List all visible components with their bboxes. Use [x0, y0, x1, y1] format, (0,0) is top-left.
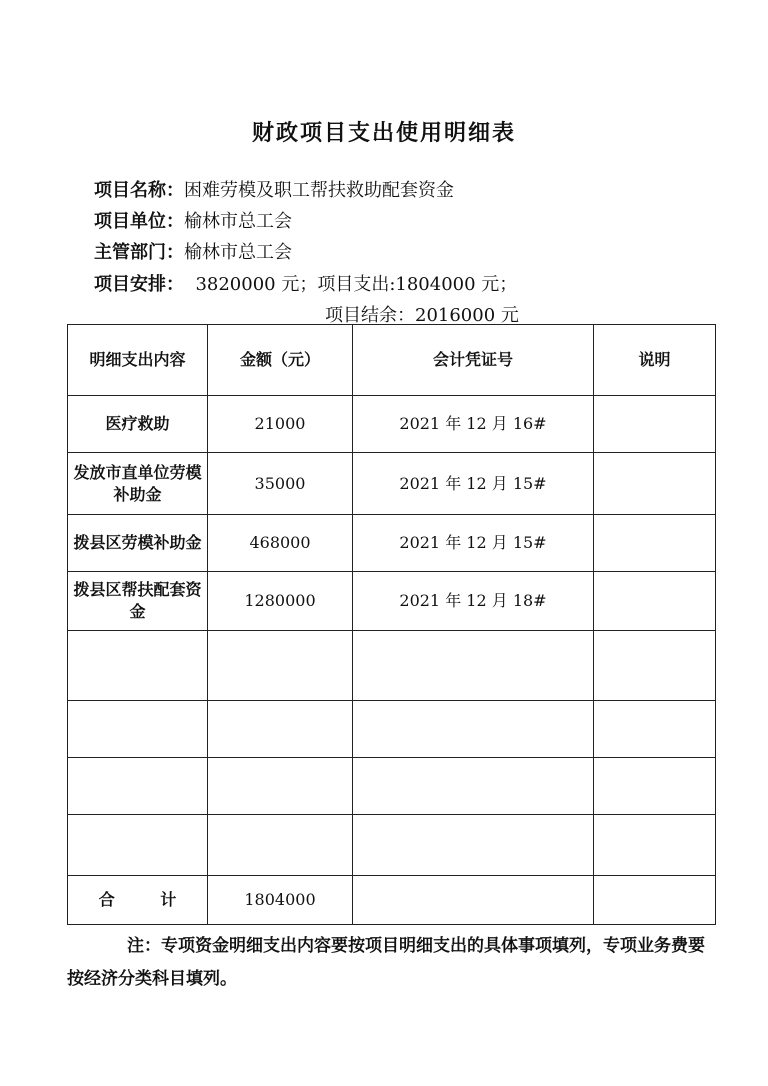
project-name-line [94, 176, 454, 202]
row-remark [594, 396, 716, 453]
total-label: 合 计 [68, 876, 208, 925]
header-remark: 说明 [594, 325, 716, 396]
table-header-row [68, 325, 716, 396]
managing-dept-value: 榆林市总工会 [184, 242, 292, 263]
total-row [68, 876, 716, 925]
empty-row [68, 701, 716, 758]
empty-cell [68, 631, 208, 701]
row-voucher: 2021 年 12 月 15# [353, 515, 594, 572]
project-name-value: 困难劳模及职工帮扶救助配套资金 [184, 180, 454, 201]
project-unit-value: 榆林市总工会 [184, 211, 292, 232]
footnote: 注：专项资金明细支出内容要按项目明细支出的具体事项填列，专项业务费要按经济分类科目填列。 [67, 936, 705, 989]
row-item: 拨县区劳模补助金 [68, 515, 208, 572]
empty-cell [594, 631, 716, 701]
row-remark [594, 453, 716, 515]
row-voucher: 2021 年 12 月 15# [353, 453, 594, 515]
project-balance: 项目结余：2016000 元 [325, 305, 519, 326]
row-item: 发放市直单位劳模补助金 [68, 453, 208, 515]
row-remark [594, 515, 716, 572]
page-title: 财政项目支出使用明细表 [251, 120, 516, 146]
row-amount: 35000 [208, 453, 353, 515]
row-voucher: 2021 年 12 月 18# [353, 572, 594, 631]
empty-cell [208, 631, 353, 701]
empty-cell [594, 876, 716, 925]
expense-detail-table [67, 324, 716, 925]
table-row [68, 515, 716, 572]
header-item: 明细支出内容 [68, 325, 208, 396]
empty-cell [68, 815, 208, 876]
table-row [68, 396, 716, 453]
row-item: 拨县区帮扶配套资金 [68, 572, 208, 631]
empty-cell [594, 758, 716, 815]
project-arrange-label: 项目安排： [94, 274, 184, 295]
empty-cell [594, 701, 716, 758]
empty-cell [353, 631, 594, 701]
empty-cell [208, 758, 353, 815]
project-arrange-value: 3820000 元；项目支出:1804000 元； [195, 274, 518, 295]
project-arrange-line [94, 270, 517, 296]
empty-row [68, 815, 716, 876]
empty-cell [68, 701, 208, 758]
empty-row [68, 631, 716, 701]
empty-cell [353, 815, 594, 876]
project-unit-line [94, 207, 292, 233]
table-row [68, 453, 716, 515]
empty-cell [353, 758, 594, 815]
empty-row [68, 758, 716, 815]
row-remark [594, 572, 716, 631]
row-amount: 468000 [208, 515, 353, 572]
row-amount: 1280000 [208, 572, 353, 631]
row-amount: 21000 [208, 396, 353, 453]
empty-cell [68, 758, 208, 815]
empty-cell [208, 701, 353, 758]
empty-cell [208, 815, 353, 876]
row-voucher: 2021 年 12 月 16# [353, 396, 594, 453]
table-row [68, 572, 716, 631]
header-amount: 金额（元） [208, 325, 353, 396]
project-unit-label: 项目单位： [94, 211, 184, 232]
empty-cell [353, 701, 594, 758]
total-amount: 1804000 [208, 876, 353, 925]
managing-dept-label: 主管部门： [94, 242, 184, 263]
empty-cell [353, 876, 594, 925]
managing-dept-line [94, 238, 292, 264]
row-item: 医疗救助 [68, 396, 208, 453]
header-voucher: 会计凭证号 [353, 325, 594, 396]
empty-cell [594, 815, 716, 876]
project-name-label: 项目名称： [94, 180, 184, 201]
